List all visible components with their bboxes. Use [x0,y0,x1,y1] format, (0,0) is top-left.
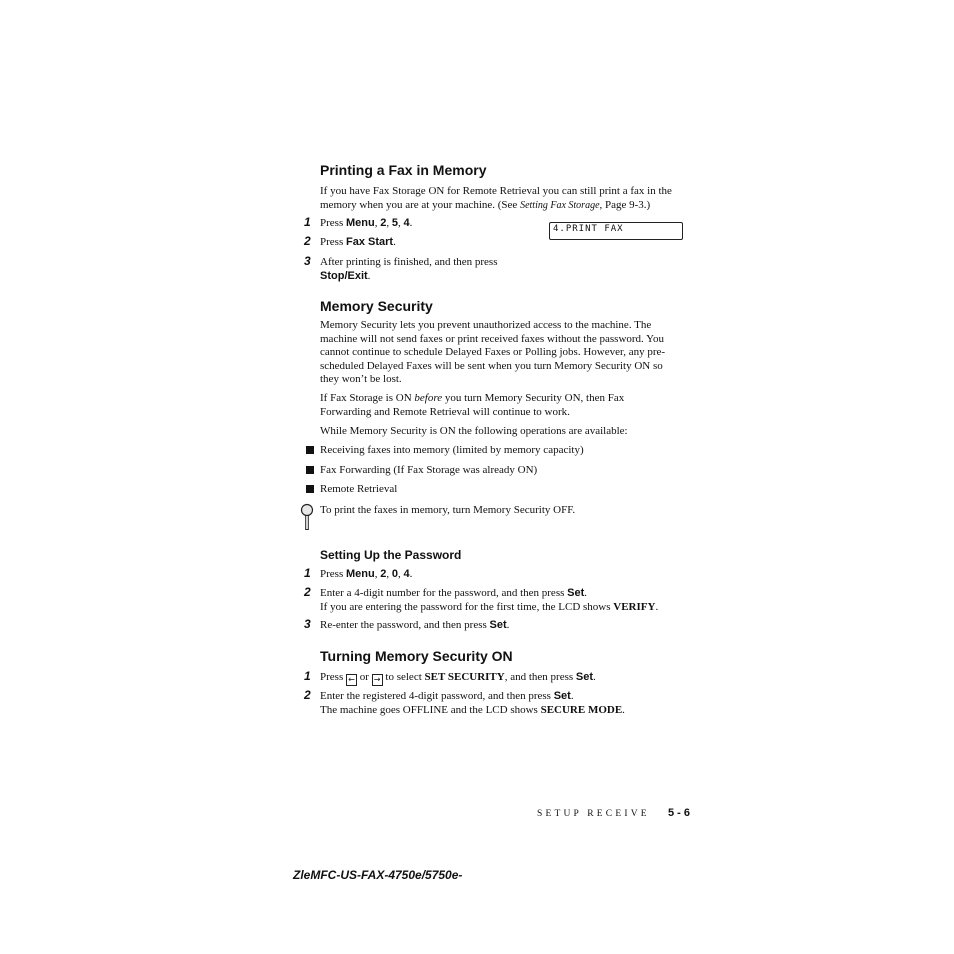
step-text-mid: , and then press [504,671,576,683]
key-digit: 2 [380,568,387,580]
printing-intro [320,185,690,212]
pin-note-icon [300,503,314,531]
step-number: 1 [304,669,311,683]
step-text-pre: Press [320,236,346,248]
memory-security-paragraph [320,319,690,387]
period: . [622,703,625,716]
heading-turning-security-on: Turning Memory Security ON [320,648,513,664]
period: . [655,600,659,613]
key-digit: 4 [403,217,410,229]
bullet-square [306,446,314,454]
reference-link-text: Setting Fax Storage [520,199,600,211]
paragraph-line: cannot continue to schedule Delayed Faxes or Polling jobs. However, any pre- [320,346,666,358]
note-text: To print the faxes in memory, turn Memory Security OFF. [320,504,576,516]
step-text [320,217,412,231]
step-line: After printing is finished, and then press [320,256,498,268]
period: . [570,690,574,702]
footer-chapter-label: SETUP RECEIVE [537,809,650,819]
paragraph-line: they won’t be lost. [320,373,402,385]
left-arrow-key-icon: ← [346,674,357,686]
paragraph-text: If Fax Storage is ON [320,392,415,404]
heading-memory-security: Memory Security [320,298,433,314]
period: . [393,236,396,248]
key-set: Set [553,690,571,702]
intro-text-end: , Page 9-3.) [599,198,651,211]
bullet-item: Fax Forwarding (If Fax Storage was already ON) [320,464,538,476]
step-text-pre: Press [320,568,346,580]
step-text-pre: The machine goes OFFLINE and the LCD shows [320,703,541,716]
key-fax-start: Fax Start [345,236,394,248]
step-number: 3 [304,617,311,631]
heading-printing-fax: Printing a Fax in Memory [320,162,487,178]
paragraph-line: scheduled Delayed Faxes will be sent when you turn Memory Security ON so [320,359,663,372]
key-set: Set [567,587,585,599]
bullet-square [306,466,314,474]
paragraph-line: machine will not send faxes or print received faxes without the password. You [320,332,664,345]
separator: , [386,217,392,229]
step-text-pre: Enter the registered 4-digit password, and then press [320,690,554,702]
step-number: 2 [304,688,311,702]
period: . [409,568,413,580]
key-menu: Menu [345,217,375,229]
paragraph-line: Memory Security lets you prevent unauthorized access to the machine. The [320,319,652,331]
lcd-display: 4.PRINT FAX [549,222,683,240]
separator: , [386,568,392,580]
key-digit: 2 [380,217,387,229]
key-stop-exit: Stop/Exit [320,269,368,282]
step-text [320,256,498,283]
step-number: 2 [304,234,311,248]
document-id: ZleMFC-US-FAX-4750e/5750e- [293,868,463,882]
step-text-pre: Press [320,671,346,683]
step-text [320,671,700,686]
lcd-message-secure-mode: SECURE MODE [540,703,623,716]
heading-setting-password: Setting Up the Password [320,548,462,562]
step-number: 2 [304,585,311,599]
step-number: 3 [304,254,311,268]
separator: , [397,568,404,580]
bullet-square [306,485,314,493]
step-text [320,568,412,582]
key-menu: Menu [345,568,375,580]
paragraph-line: Forwarding and Remote Retrieval will continue to work. [320,405,570,418]
menu-option-set-security: SET SECURITY [424,671,505,683]
period: . [367,269,371,282]
paragraph-text: you turn Memory Security ON, then Fax [442,392,625,404]
period: . [409,217,413,229]
separator: , [397,217,404,229]
separator: , [374,568,381,580]
step-text-mid: to select [382,671,425,683]
period: . [584,587,588,599]
key-set: Set [575,671,594,683]
step-number: 1 [304,215,311,229]
intro-line-1: If you have Fax Storage ON for Remote Retrieval you can still print a fax in the [320,185,672,197]
bullet-item: Receiving faxes into memory (limited by memory capacity) [320,444,584,456]
step-number: 1 [304,566,311,580]
step-text-pre: Press [320,217,346,229]
bullet-item: Remote Retrieval [320,483,398,495]
lcd-message-verify: VERIFY [613,600,656,613]
fax-storage-paragraph [320,392,690,419]
key-digit: 0 [391,568,398,580]
intro-line-2 [320,199,690,213]
step-text [320,619,509,633]
operations-intro: While Memory Security is ON the following operations are available: [320,425,628,437]
step-text [320,587,700,614]
step-text [320,236,396,250]
step-text-pre: If you are entering the password for the first time, the LCD shows [320,600,614,613]
key-digit: 5 [391,217,398,229]
separator: , [374,217,381,229]
intro-text: memory when you are at your machine. (See [320,198,521,211]
key-set: Set [489,619,507,631]
emphasis-text: before [414,392,443,404]
period: . [593,671,596,683]
step-text-pre: Re-enter the password, and then press [320,619,490,631]
key-digit: 4 [403,568,410,580]
right-arrow-key-icon: → [372,674,383,686]
period: . [506,619,510,631]
step-text-pre: Enter a 4-digit number for the password, and then press [320,587,568,599]
or-text: or [356,671,372,683]
page-number: 5 - 6 [668,807,691,819]
step-text [320,690,700,717]
